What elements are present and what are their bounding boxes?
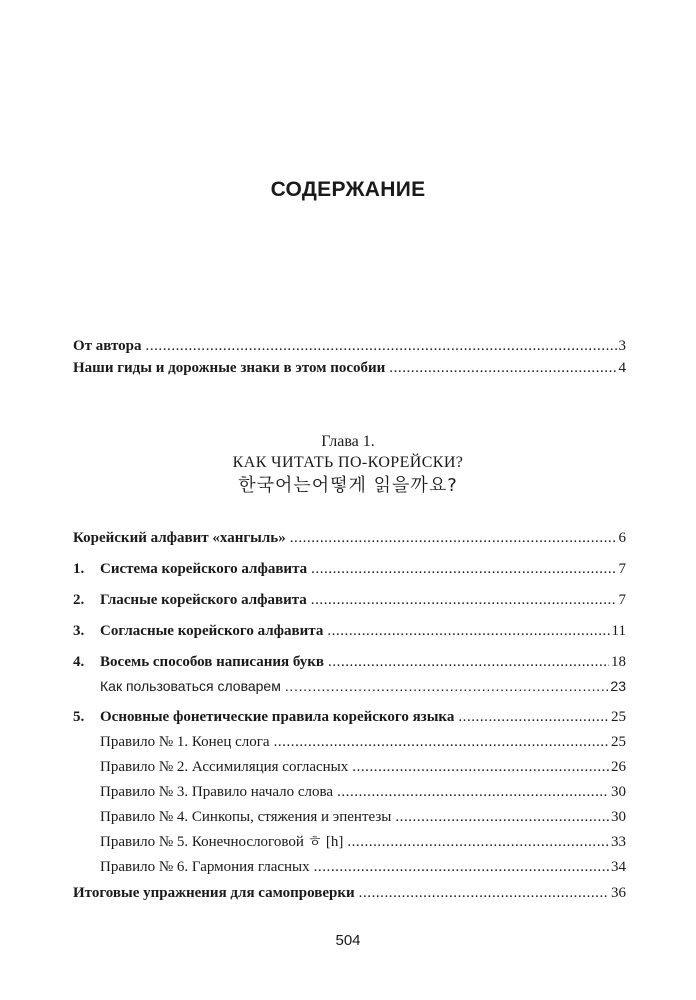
toc-entry-label: Корейский алфавит «хангыль» <box>73 530 286 546</box>
dot-leader <box>359 883 609 903</box>
dot-leader <box>337 782 609 802</box>
toc-entry-rule-6[interactable] <box>73 857 626 877</box>
dot-leader <box>285 676 609 696</box>
toc-entry-number: 1. <box>73 561 85 577</box>
toc-entry-guides[interactable] <box>73 358 626 378</box>
dot-leader <box>327 621 609 641</box>
toc-entry-label: Правило № 1. Конец слога <box>100 734 270 750</box>
toc-entry-page: 11 <box>611 623 626 639</box>
toc-entry-page: 3 <box>618 338 626 354</box>
toc-entry-consonants[interactable] <box>73 621 626 641</box>
toc-entry-page: 30 <box>611 809 626 825</box>
toc-entry-alphabet-system[interactable] <box>73 559 626 579</box>
toc-entry-phonetic-rules[interactable] <box>73 707 626 727</box>
dot-leader <box>274 732 609 752</box>
toc-entry-label: Правило № 5. Конечнослоговой ㅎ [h] <box>100 834 344 850</box>
toc-entry-number: 5. <box>73 709 85 725</box>
toc-entry-text: Система корейского алфавита <box>100 561 308 577</box>
toc-entry-vowels[interactable] <box>73 590 626 610</box>
toc-entry-page: 25 <box>611 734 626 750</box>
toc-entry-label <box>73 621 327 641</box>
chapter-toc <box>73 528 626 903</box>
dot-leader <box>311 559 616 579</box>
toc-entry-page: 23 <box>610 678 626 694</box>
toc-entry-rule-4[interactable] <box>73 807 626 827</box>
toc-entry-number: 3. <box>73 623 85 639</box>
dot-leader <box>347 832 609 852</box>
toc-entry-label: Правило № 4. Синкопы, стяжения и эпентезы <box>100 809 392 825</box>
dot-leader <box>458 707 609 727</box>
toc-entry-text: Восемь способов написания букв <box>100 654 325 670</box>
toc-entry-rule-5[interactable] <box>73 832 626 852</box>
toc-entry-from-author[interactable] <box>73 336 626 356</box>
page-title: СОДЕРЖАНИЕ <box>270 178 426 201</box>
toc-entry-rule-1[interactable] <box>73 732 626 752</box>
toc-entry-page: 18 <box>611 654 626 670</box>
chapter-number: Глава 1. <box>321 433 375 450</box>
front-matter-toc <box>73 336 626 378</box>
toc-entry-label: От автора <box>73 338 142 354</box>
toc-entry-rule-2[interactable] <box>73 757 626 777</box>
toc-entry-label: Наши гиды и дорожные знаки в этом пособии <box>73 360 386 376</box>
page-number: 504 <box>335 932 361 949</box>
toc-entry-dictionary[interactable] <box>73 676 626 696</box>
toc-entry-page: 30 <box>611 784 626 800</box>
toc-entry-label: Правило № 6. Гармония гласных <box>100 859 310 875</box>
toc-entry-page: 7 <box>618 561 626 577</box>
toc-entry-writing-methods[interactable] <box>73 652 626 672</box>
toc-entry-number: 4. <box>73 654 85 670</box>
toc-entry-label <box>73 652 328 672</box>
toc-entry-page: 33 <box>611 834 626 850</box>
dot-leader <box>290 528 617 548</box>
dot-leader <box>314 857 609 877</box>
dot-leader <box>311 590 617 610</box>
toc-entry-label: Правило № 2. Ассимиляция согласных <box>100 759 349 775</box>
chapter-heading <box>0 432 696 498</box>
toc-entry-label: Правило № 3. Правило начало слова <box>100 784 334 800</box>
dot-leader <box>146 336 617 356</box>
toc-entry-text: Гласные корейского алфавита <box>100 592 307 608</box>
toc-entry-page: 6 <box>618 530 626 546</box>
toc-entry-number: 2. <box>73 592 85 608</box>
chapter-title: КАК ЧИТАТЬ ПО-КОРЕЙСКИ? <box>232 454 464 471</box>
toc-entry-page: 4 <box>618 360 626 376</box>
toc-entry-label <box>73 707 458 727</box>
chapter-korean-title: 한국어는어떻게 읽을까요? <box>238 475 458 496</box>
toc-entry-page: 36 <box>611 885 626 901</box>
toc-entry-rule-3[interactable] <box>73 782 626 802</box>
toc-entry-final-exercises[interactable] <box>73 883 626 903</box>
toc-entry-label <box>73 590 311 610</box>
toc-entry-page: 25 <box>611 709 626 725</box>
toc-entry-page: 7 <box>618 592 626 608</box>
toc-entry-label: Итоговые упражнения для самопроверки <box>73 885 355 901</box>
toc-entry-page: 34 <box>611 859 626 875</box>
toc-entry-page: 26 <box>611 759 626 775</box>
toc-entry-hangul[interactable] <box>73 528 626 548</box>
dot-leader <box>395 807 609 827</box>
toc-entry-text: Согласные корейского алфавита <box>100 623 324 639</box>
dot-leader <box>389 358 616 378</box>
toc-entry-label: Как пользоваться словарем <box>100 678 281 694</box>
toc-entry-label <box>73 559 311 579</box>
toc-entry-text: Основные фонетические правила корейского языка <box>100 709 455 725</box>
dot-leader <box>352 757 609 777</box>
dot-leader <box>328 652 609 672</box>
